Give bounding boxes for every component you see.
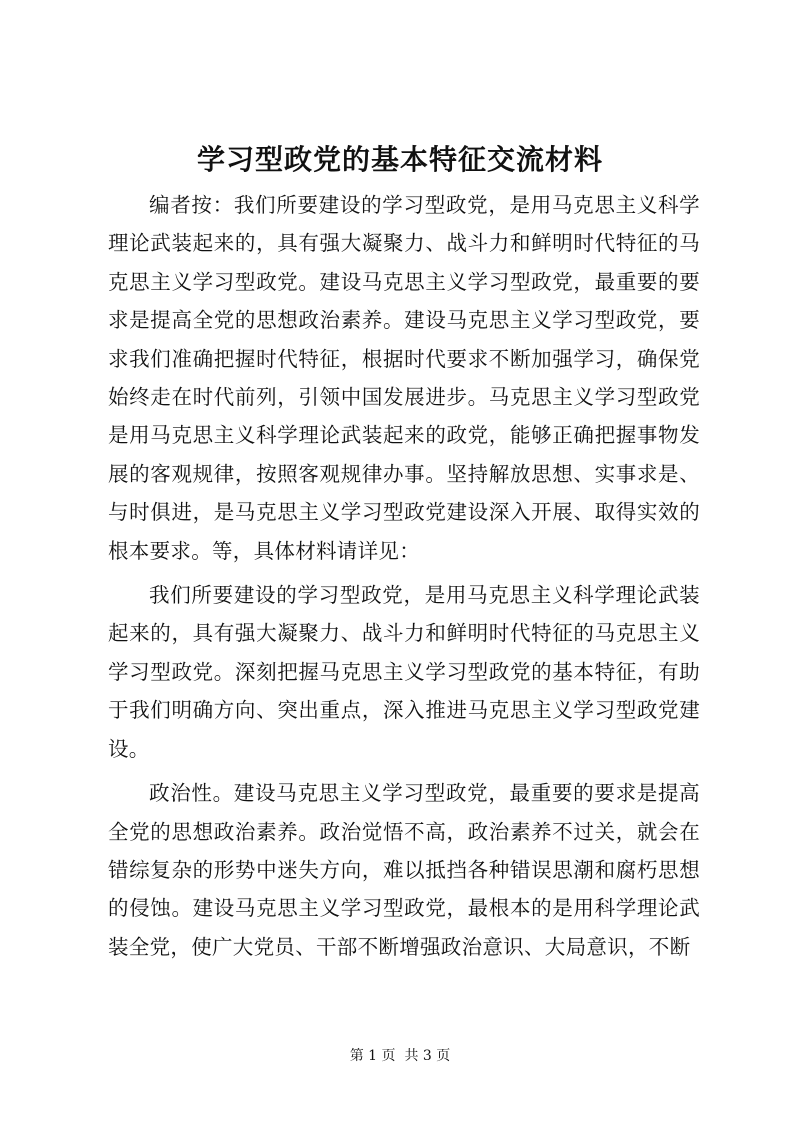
document-title: 学习型政党的基本特征交流材料 — [196, 143, 603, 176]
page-footer — [0, 1046, 800, 1066]
page-number-label: 第 1 页 共 3 页 — [349, 1048, 451, 1064]
document-body — [108, 186, 700, 966]
paragraph-political: 政治性。建设马克思主义学习型政党，最重要的要求是提高全党的思想政治素养。政治觉悟不高，政治素养不过关，就会在错综复杂的形势中迷失方向，难以抵挡各种错误思潮和腐朽思想的侵蚀。建设马克思主义学习型政党，最根本的是用科学理论武装全党，使广大党员、干部不断增强政治意识、大局意识，不断 — [108, 781, 700, 959]
paragraph-editor-note: 编者按：我们所要建设的学习型政党，是用马克思主义科学理论武装起来的，具有强大凝聚力、战斗力和鲜明时代特征的马克思主义学习型政党。建设马克思主义学习型政党，最重要的要求是提高全党的思想政治素养。建设马克思主义学习型政党，要求我们准确把握时代特征，根据时代要求不断加强学习，确保党始终走在时代前列，引领中国发展进步。马克思主义学习型政党是用马克思主义科学理论武装起来的政党，能够正确把握事物发展的客观规律，按照客观规律办事。坚持解放思想、实事求是、与时俱进，是马克思主义学习型政党建设深入开展、取得实效的根本要求。等，具体材料请详见： — [108, 193, 700, 563]
paragraph-intro: 我们所要建设的学习型政党，是用马克思主义科学理论武装起来的，具有强大凝聚力、战斗力和鲜明时代特征的马克思主义学习型政党。深刻把握马克思主义学习型政党的基本特征，有助于我们明确方向、突出重点，深入推进马克思主义学习型政党建设。 — [108, 583, 700, 761]
